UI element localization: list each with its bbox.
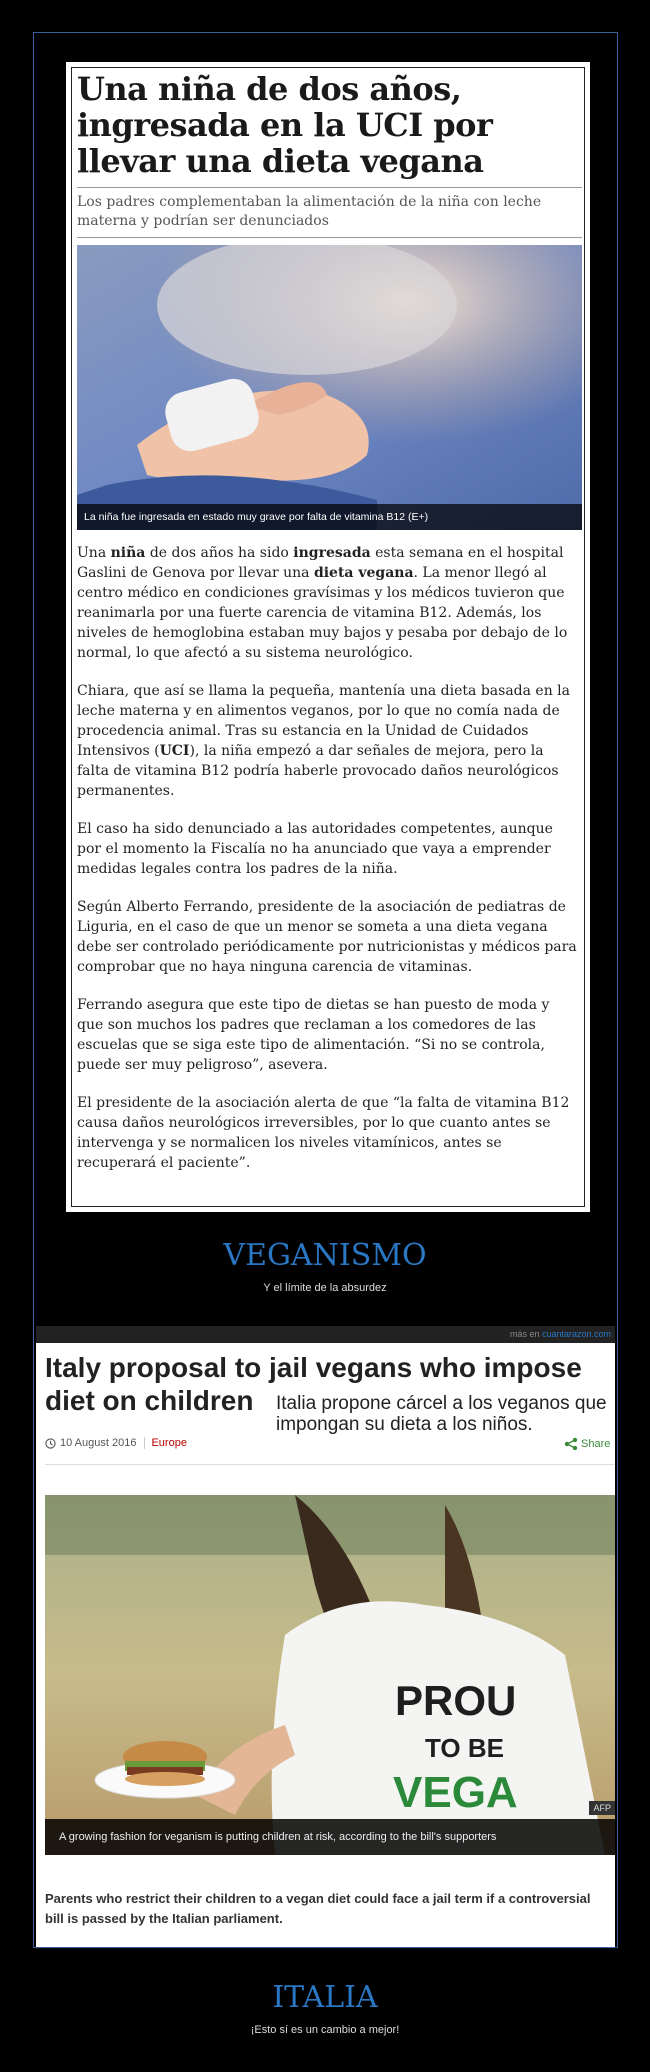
p1-run: esta semana en el hospital Gaslini de Genova por llevar una bbox=[77, 545, 564, 581]
poster-subtitle-1: Y el límite de la absurdez bbox=[263, 1282, 387, 1294]
vegan-photo-art bbox=[45, 1495, 615, 1855]
poster-title-2: ITALIA bbox=[272, 1980, 378, 2015]
share-label: Share bbox=[581, 1438, 611, 1450]
paragraph-2 bbox=[77, 681, 577, 801]
photo-caption: La niña fue ingresada en estado muy grave por falta de vitamina B12 (E+) bbox=[77, 504, 582, 530]
article-headline: Una niña de dos años, ingresada en la UCI por llevar una dieta vegana bbox=[77, 70, 493, 180]
clock-icon bbox=[45, 1438, 56, 1449]
translation-overlay: Italia propone cárcel a los veganos que impongan su dieta a los niños. bbox=[276, 1393, 615, 1435]
shirt-text-1: PROU bbox=[395, 1677, 517, 1724]
article-english bbox=[36, 1343, 615, 1947]
article-subhead: Los padres complementaban la alimentación de la niña con leche materna y podrían ser denunciados bbox=[77, 194, 542, 229]
source-prefix: más en bbox=[509, 1329, 542, 1339]
article-meta bbox=[45, 1437, 187, 1449]
divider bbox=[77, 237, 582, 238]
divider bbox=[77, 187, 582, 188]
article-headline: Italy proposal to jail vegans who impose diet on children bbox=[45, 1352, 582, 1416]
share-icon bbox=[564, 1437, 578, 1451]
p1-run: Una bbox=[77, 545, 111, 561]
p1-run: . La menor llegó al centro médico en condiciones gravísimas y los médicos tuvieron que reanimarla por una fuerte carencia de vitamina B12. Además, los niveles de hemoglobina estaban muy bajos y pesaba por debajo de lo normal, lo que afectó a su sistema neurológico. bbox=[77, 565, 568, 661]
p2-run: Chiara, que así se llama la pequeña, mantenía una dieta basada en la leche materna y en alimentos veganos, por lo que no comía nada de procedencia animal. Tras su estancia en la Unidad de Cuidados Intensivos ( bbox=[77, 683, 571, 759]
p1-run: niña bbox=[110, 545, 146, 561]
article-spanish bbox=[66, 62, 590, 1212]
article-category[interactable]: Europe bbox=[144, 1437, 186, 1449]
vegan-photo bbox=[45, 1495, 615, 1855]
paragraph-5: Ferrando asegura que este tipo de dietas se han puesto de moda y que son muchos los padres que reclaman a los comedores de las escuelas que se siga este tipo de alimentación. “Si no se controla, puede ser muy peligroso”, asevera. bbox=[77, 997, 550, 1073]
shirt-text-2: TO BE bbox=[425, 1733, 504, 1763]
source-link[interactable]: cuantarazon.com bbox=[541, 1329, 611, 1339]
source-bar bbox=[36, 1326, 615, 1343]
paragraph-1 bbox=[77, 543, 577, 663]
paragraph-4: Según Alberto Ferrando, presidente de la asociación de pediatras de Liguria, en el caso de que un menor se someta a una dieta vegana debe ser controlado periódicamente por nutricionistas y médicos para comprobar que no haya ninguna carencia de vitaminas. bbox=[77, 899, 577, 975]
p2-run: ), la niña empezó a dar señales de mejora, pero la falta de vitamina B12 podría haberle provocado daños neurológicos permanentes. bbox=[77, 743, 559, 799]
shirt-text-3: VEGA bbox=[393, 1768, 518, 1817]
p1-run: ingresada bbox=[293, 545, 371, 561]
share-button[interactable] bbox=[564, 1437, 610, 1451]
hospital-photo bbox=[77, 245, 582, 530]
poster-title-1: VEGANISMO bbox=[223, 1238, 427, 1273]
poster-subtitle-2: ¡Esto sí es un cambio a mejor! bbox=[250, 2024, 400, 2036]
article-date: 10 August 2016 bbox=[60, 1437, 137, 1449]
article-lead: Parents who restrict their children to a vegan diet could face a jail term if a controversial bill is passed by the Italian parliament. bbox=[45, 1891, 591, 1926]
photo-caption: A growing fashion for veganism is putting children at risk, according to the bill's supporters bbox=[45, 1819, 615, 1855]
p1-run: dieta vegana bbox=[313, 565, 414, 581]
divider bbox=[45, 1464, 615, 1465]
p2-run: UCI bbox=[159, 743, 190, 759]
p1-run: de dos años ha sido bbox=[145, 545, 294, 561]
article-body bbox=[77, 543, 577, 1191]
paragraph-6: El presidente de la asociación alerta de que “la falta de vitamina B12 causa daños neurológicos irreversibles, por lo que cuanto antes se intervenga y se normalicen los niveles vitamínicos, antes se recuperará el paciente”. bbox=[77, 1095, 570, 1171]
photo-credit: AFP bbox=[589, 1801, 615, 1815]
paragraph-3: El caso ha sido denunciado a las autoridades competentes, aunque por el momento la Fiscalía no ha anunciado que vaya a emprender medidas legales contra los padres de la niña. bbox=[77, 821, 553, 877]
hospital-photo-art bbox=[77, 245, 582, 530]
